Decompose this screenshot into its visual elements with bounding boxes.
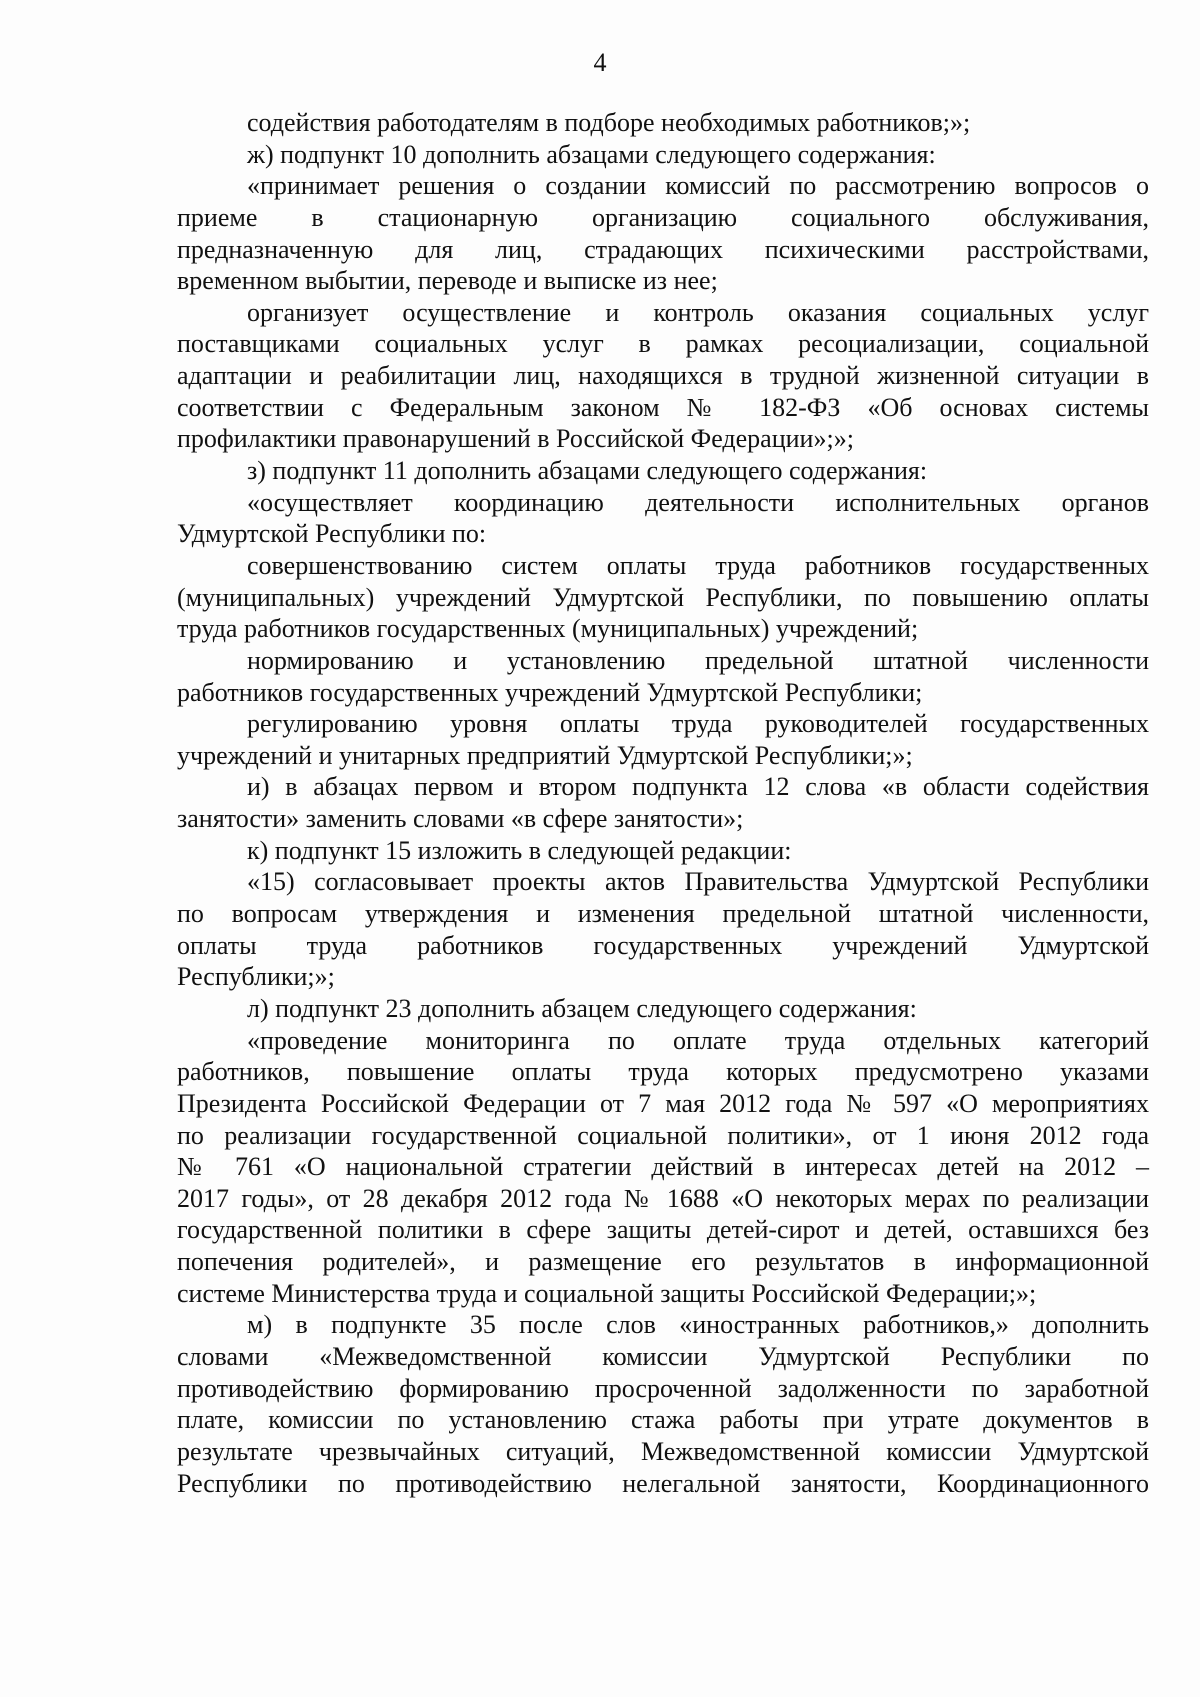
text-line: поставщиками социальных услуг в рамках ресоциализации, социальной: [177, 329, 1149, 359]
text-line: учреждений и унитарных предприятий Удмуртской Республики;»;: [177, 740, 913, 770]
text-line: м) в подпункте 35 после слов «иностранных работников,» дополнить: [247, 1310, 1149, 1340]
text-line: «15) согласовывает проекты актов Правительства Удмуртской Республики: [247, 867, 1149, 897]
text-line: труда работников государственных (муниципальных) учреждений;: [177, 614, 919, 644]
text-line: системе Министерства труда и социальной защиты Российской Федерации;»;: [177, 1278, 1037, 1308]
text-line: по реализации государственной социальной политики», от 1 июня 2012 года: [177, 1120, 1149, 1150]
text-line: предназначенную для лиц, страдающих психическими расстройствами,: [177, 234, 1149, 264]
text-line: ж) подпункт 10 дополнить абзацами следующего содержания:: [247, 139, 936, 169]
text-line: Республики;»;: [177, 962, 335, 992]
text-line: занятости» заменить словами «в сфере занятости»;: [177, 804, 744, 834]
text-line: л) подпункт 23 дополнить абзацем следующего содержания:: [247, 993, 917, 1023]
text-line: противодействию формированию просроченной задолженности по заработной: [177, 1373, 1149, 1403]
text-line: приеме в стационарную организацию социального обслуживания,: [177, 202, 1149, 232]
text-line: временном выбытии, переводе и выписке из нее;: [177, 266, 718, 296]
text-line: «осуществляет координацию деятельности исполнительных органов: [247, 487, 1149, 517]
text-line: соответствии с Федеральным законом № 182-ФЗ «Об основах системы: [177, 392, 1149, 422]
text-line: адаптации и реабилитации лиц, находящихся в трудной жизненной ситуации в: [177, 361, 1149, 391]
document-body: [177, 107, 1149, 1499]
text-line: № 761 «О национальной стратегии действий в интересах детей на 2012 –: [177, 1152, 1149, 1182]
text-line: результате чрезвычайных ситуаций, Межведомственной комиссии Удмуртской: [177, 1436, 1149, 1466]
text-line: организует осуществление и контроль оказания социальных услуг: [247, 297, 1149, 327]
text-line: (муниципальных) учреждений Удмуртской Республики, по повышению оплаты: [177, 582, 1149, 612]
text-line: Удмуртской Республики по:: [177, 519, 487, 549]
text-line: попечения родителей», и размещение его результатов в информационной: [177, 1247, 1149, 1277]
text-line: нормированию и установлению предельной штатной численности: [247, 645, 1149, 675]
text-line: профилактики правонарушений в Российской Федерации»;»;: [177, 424, 854, 454]
text-line: к) подпункт 15 изложить в следующей редакции:: [247, 835, 792, 865]
page-number: 4: [593, 48, 607, 77]
text-line: регулированию уровня оплаты труда руководителей государственных: [247, 709, 1149, 739]
text-line: 2017 годы», от 28 декабря 2012 года № 1688 «О некоторых мерах по реализации: [177, 1183, 1149, 1213]
text-line: и) в абзацах первом и втором подпункта 12 слова «в области содействия: [247, 772, 1149, 802]
text-line: Президента Российской Федерации от 7 мая 2012 года № 597 «О мероприятиях: [177, 1088, 1149, 1118]
text-line: «принимает решения о создании комиссий по рассмотрению вопросов о: [247, 171, 1149, 201]
text-line: работников государственных учреждений Удмуртской Республики;: [177, 677, 923, 707]
text-line: государственной политики в сфере защиты детей-сирот и детей, оставшихся без: [177, 1215, 1149, 1245]
text-line: словами «Межведомственной комиссии Удмуртской Республики по: [177, 1341, 1149, 1371]
text-line: работников, повышение оплаты труда которых предусмотрено указами: [177, 1057, 1149, 1087]
text-line: «проведение мониторинга по оплате труда отдельных категорий: [247, 1025, 1149, 1055]
text-line: содействия работодателям в подборе необходимых работников;»;: [247, 108, 971, 137]
text-line: оплаты труда работников государственных учреждений Удмуртской: [177, 930, 1149, 960]
text-line: по вопросам утверждения и изменения предельной штатной численности,: [177, 899, 1149, 929]
text-line: з) подпункт 11 дополнить абзацами следующего содержания:: [247, 456, 928, 486]
text-line: совершенствованию систем оплаты труда работников государственных: [247, 550, 1149, 580]
text-line: Республики по противодействию нелегальной занятости, Координационного: [177, 1468, 1149, 1498]
text-line: плате, комиссии по установлению стажа работы при утрате документов в: [177, 1405, 1149, 1435]
